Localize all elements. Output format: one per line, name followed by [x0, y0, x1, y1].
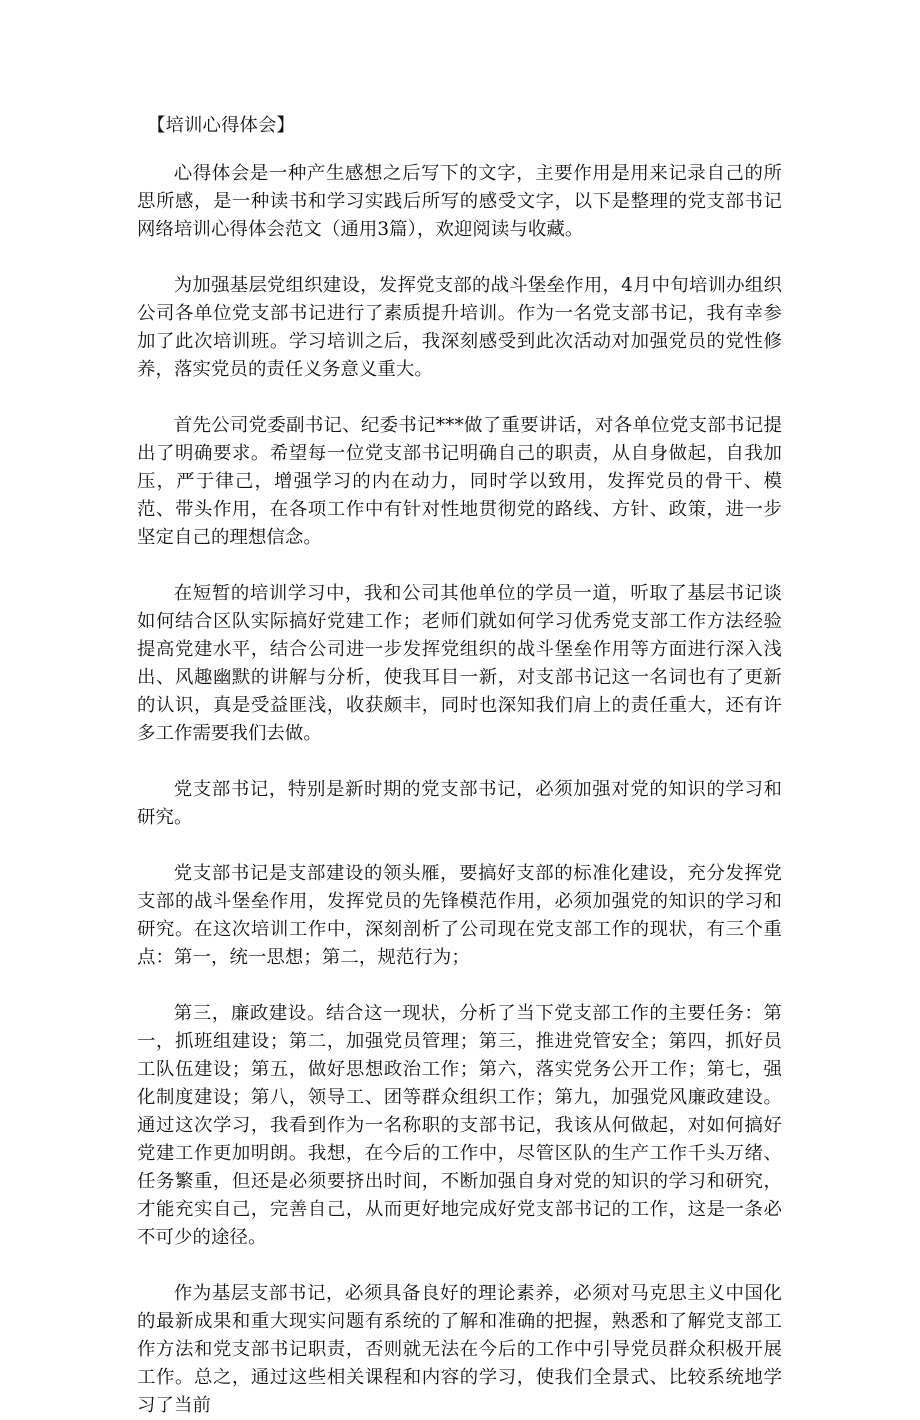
paragraph-intro: 心得体会是一种产生感想之后写下的文字，主要作用是用来记录自己的所思所感，是一种读书和学习实践后所写的感受文字，以下是整理的党支部书记网络培训心得体会范文（通用3篇），欢迎阅读与收藏。: [137, 163, 782, 240]
paragraph: 党支部书记，特别是新时期的党支部书记，必须加强对党的知识的学习和研究。: [137, 779, 782, 828]
document-page: [137, 112, 782, 1420]
paragraph: 为加强基层党组织建设，发挥党支部的战斗堡垒作用，4月中旬培训办组织公司各单位党支部书记进行了素质提升培训。作为一名党支部书记，我有幸参加了此次培训班。学习培训之后，我深刻感受到此次活动对加强党员的党性修养，落实党员的责任义务意义重大。: [137, 275, 782, 380]
paragraph: 在短暂的培训学习中，我和公司其他单位的学员一道，听取了基层书记谈如何结合区队实际搞好党建工作；老师们就如何学习优秀党支部工作方法经验提高党建水平，结合公司进一步发挥党组织的战斗堡垒作用等方面进行深入浅出、风趣幽默的讲解与分析，使我耳目一新，对支部书记这一名词也有了更新的认识，真是受益匪浅，收获颇丰，同时也深知我们肩上的责任重大，还有许多工作需要我们去做。: [137, 583, 782, 744]
paragraph: 作为基层支部书记，必须具备良好的理论素养，必须对马克思主义中国化的最新成果和重大现实问题有系统的了解和准确的把握，熟悉和了解党支部工作方法和党支部书记职责，否则就无法在今后的工作中引导党员群众积极开展工作。总之，通过这些相关课程和内容的学习，使我们全景式、比较系统地学习了当前: [137, 1283, 782, 1416]
paragraph: 第三，廉政建设。结合这一现状，分析了当下党支部工作的主要任务：第一，抓班组建设；第二，加强党员管理；第三，推进党管安全；第四，抓好员工队伍建设；第五，做好思想政治工作；第六，落实党务公开工作；第七，强化制度建设；第八，领导工、团等群众组织工作；第九，加强党风廉政建设。通过这次学习，我看到作为一名称职的支部书记，我该从何做起，对如何搞好党建工作更加明朗。我想，在今后的工作中，尽管区队的生产工作千头万绪、任务繁重，但还是必须要挤出时间，不断加强自身对党的知识的学习和研究，才能充实自己，完善自己，从而更好地完成好党支部书记的工作，这是一条必不可少的途径。: [137, 1003, 782, 1248]
paragraph: 首先公司党委副书记、纪委书记***做了重要讲话，对各单位党支部书记提出了明确要求。希望每一位党支部书记明确自己的职责，从自身做起，自我加压，严于律己，增强学习的内在动力，同时学以致用，发挥党员的骨干、模范、带头作用，在各项工作中有针对性地贯彻党的路线、方针、政策，进一步坚定自己的理想信念。: [137, 415, 782, 548]
document-heading: 【培训心得体会】: [147, 115, 295, 136]
paragraph: 党支部书记是支部建设的领头雁，要搞好支部的标准化建设，充分发挥党支部的战斗堡垒作用，发挥党员的先锋模范作用，必须加强党的知识的学习和研究。在这次培训工作中，深刻剖析了公司现在党支部工作的现状，有三个重点：第一，统一思想；第二，规范行为；: [137, 863, 782, 968]
